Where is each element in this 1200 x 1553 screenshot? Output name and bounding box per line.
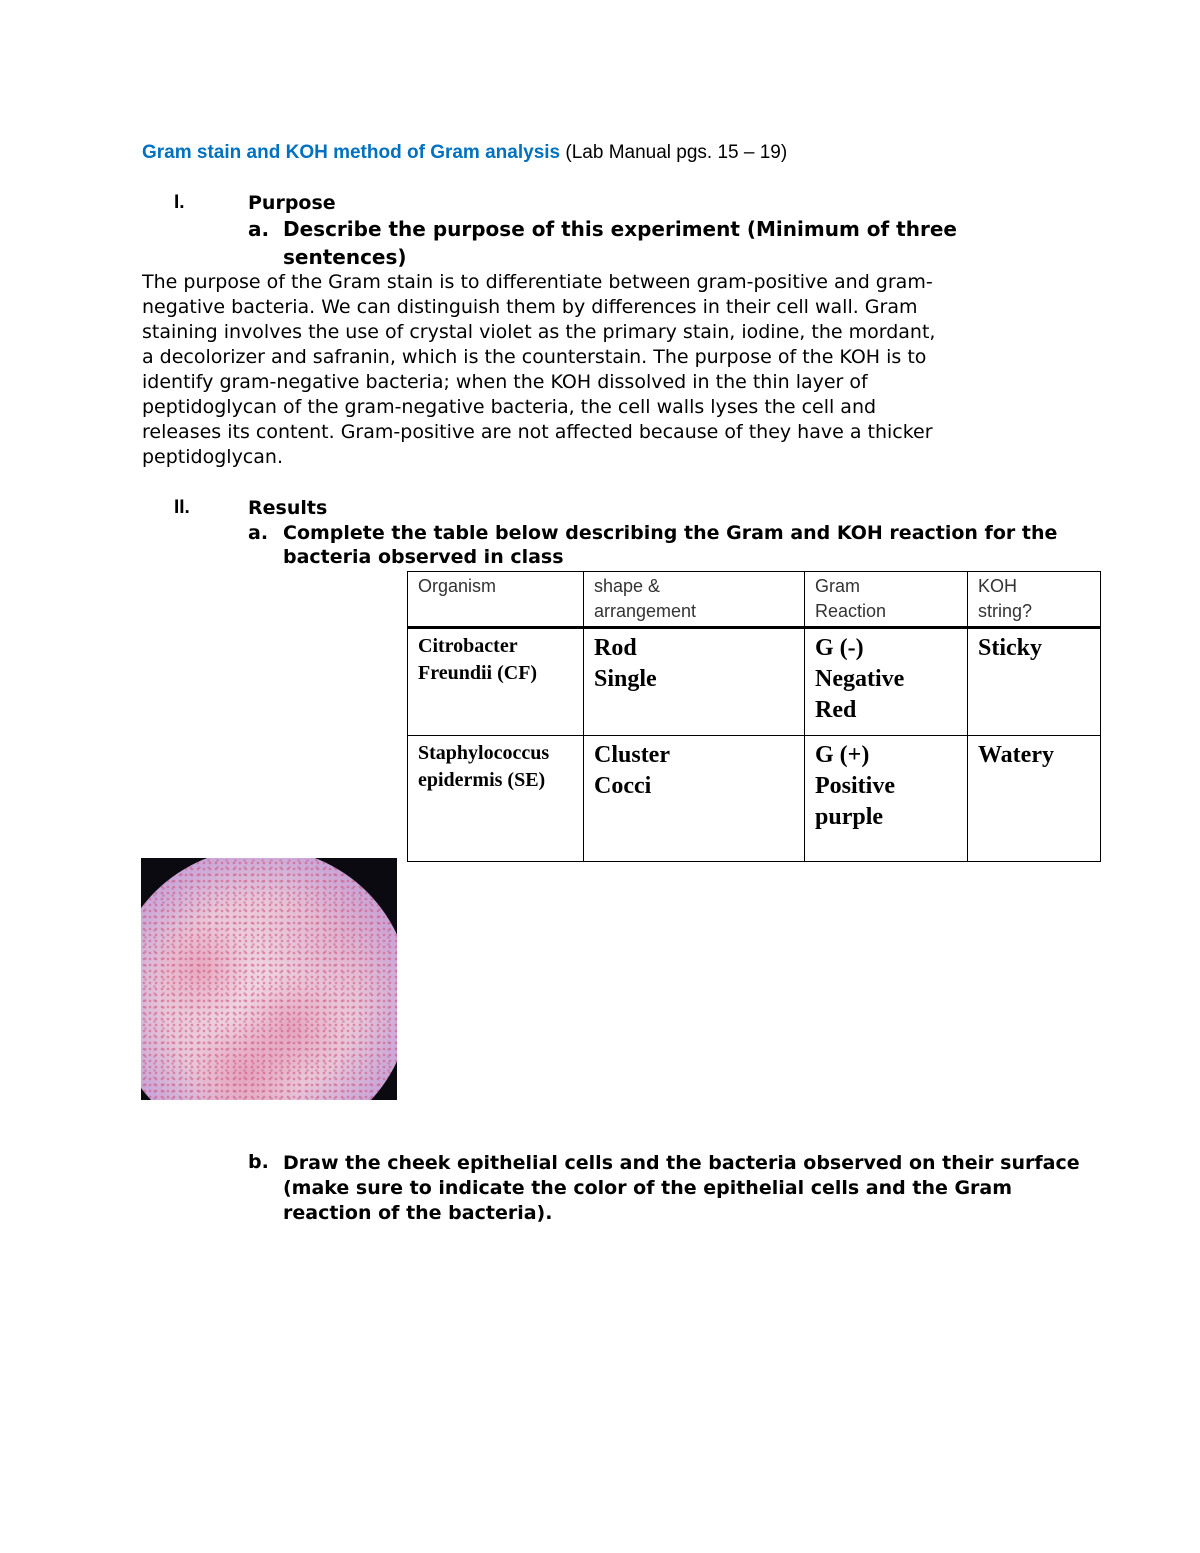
answer-line: releases its content. Gram-positive are not affected because of they have a thicker [142, 421, 933, 443]
header-text: KOH [978, 576, 1018, 596]
cell-text: Citrobacter [418, 635, 518, 657]
section-1-question-line2: sentences) [283, 245, 407, 269]
purpose-answer [142, 270, 1062, 470]
section-2-question-label: a. [248, 522, 269, 544]
results-table [407, 571, 1101, 862]
table-header-row [408, 572, 1101, 628]
section-2-question-line2: bacteria observed in class [283, 546, 564, 568]
title-ref: (Lab Manual pgs. 15 – 19) [560, 142, 788, 163]
header-koh [968, 572, 1101, 628]
cell-text: purple [815, 804, 884, 830]
section-1-question-label: a. [248, 217, 270, 241]
header-shape [584, 572, 805, 628]
table-row [408, 736, 1101, 862]
section-2-question-b-label: b. [248, 1151, 269, 1173]
answer-line: peptidoglycan. [142, 446, 283, 468]
answer-line: peptidoglycan of the gram-negative bacteria, the cell walls lyses the cell and [142, 396, 877, 418]
section-2-numeral: II. [174, 497, 190, 518]
cell-text: Negative [815, 666, 905, 692]
microscope-field [141, 858, 397, 1100]
cell-gram [805, 736, 968, 862]
document-title [142, 141, 787, 164]
question-b-line: reaction of the bacteria). [283, 1202, 553, 1224]
header-gram [805, 572, 968, 628]
cell-text: G (-) [815, 635, 864, 661]
section-1-numeral: I. [174, 192, 185, 213]
cell-text: Freundii (CF) [418, 662, 538, 684]
header-text: shape & [594, 576, 661, 596]
cell-koh [968, 628, 1101, 736]
title-main: Gram stain and KOH method of Gram analysis [142, 142, 561, 163]
cell-text: Rod [594, 635, 637, 661]
header-text: string? [978, 601, 1033, 621]
cell-organism [408, 628, 584, 736]
table-row [408, 628, 1101, 736]
cell-text: Positive [815, 773, 895, 799]
cell-organism [408, 736, 584, 862]
answer-line: The purpose of the Gram stain is to differentiate between gram-positive and gram- [142, 271, 933, 293]
cell-text: Cluster [594, 742, 670, 768]
header-text: Reaction [815, 601, 887, 621]
cell-text: Red [815, 697, 857, 723]
header-text: Gram [815, 576, 860, 596]
cell-text: Staphylococcus [418, 742, 550, 764]
cell-text: epidermis (SE) [418, 769, 546, 791]
cell-koh [968, 736, 1101, 862]
answer-line: identify gram-negative bacteria; when the KOH dissolved in the thin layer of [142, 371, 868, 393]
answer-line: negative bacteria. We can distinguish them by differences in their cell wall. Gram [142, 296, 918, 318]
header-text: Organism [418, 576, 497, 596]
section-2-question-line1: Complete the table below describing the Gram and KOH reaction for the [283, 522, 1058, 544]
cell-text: Sticky [978, 635, 1043, 661]
question-b-line: (make sure to indicate the color of the epithelial cells and the Gram [283, 1177, 1013, 1199]
section-2-heading: Results [248, 497, 328, 519]
section-1-question-line1: Describe the purpose of this experiment (Minimum of three [283, 217, 957, 241]
microscope-image [141, 858, 397, 1100]
cell-gram [805, 628, 968, 736]
cell-text: G (+) [815, 742, 870, 768]
section-1-heading: Purpose [248, 192, 336, 214]
cell-text: Watery [978, 742, 1054, 768]
cell-text: Single [594, 666, 657, 692]
answer-line: a decolorizer and safranin, which is the counterstain. The purpose of the KOH is to [142, 346, 927, 368]
cell-text: Cocci [594, 773, 652, 799]
question-b-text [283, 1151, 1080, 1226]
answer-line: staining involves the use of crystal violet as the primary stain, iodine, the mordant, [142, 321, 936, 343]
header-text: arrangement [594, 601, 697, 621]
cell-shape [584, 628, 805, 736]
cell-shape [584, 736, 805, 862]
question-b-line: Draw the cheek epithelial cells and the bacteria observed on their surface [283, 1152, 1080, 1174]
header-organism [408, 572, 584, 628]
